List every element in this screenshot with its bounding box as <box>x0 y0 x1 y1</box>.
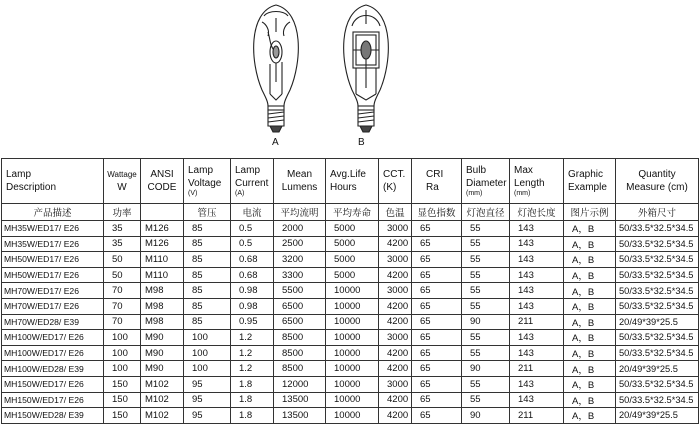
cell-current: 0.98 <box>231 283 274 299</box>
table-row <box>2 314 699 330</box>
cell-life-hours: 5000 <box>326 221 379 237</box>
cell-ansi-code: M90 <box>141 361 184 377</box>
col-header-length: Max Length (mm) <box>510 159 564 204</box>
cell-wattage: 35 <box>104 221 141 237</box>
cell-ansi-code: M110 <box>141 267 184 283</box>
cell-voltage: 85 <box>184 267 231 283</box>
cell-description: MH150W/ED17/ E26 <box>2 376 104 392</box>
cell-wattage: 70 <box>104 283 141 299</box>
cell-voltage: 100 <box>184 330 231 346</box>
cell-cri: 65 <box>412 221 462 237</box>
cell-ansi-code: M98 <box>141 314 184 330</box>
cell-cri: 65 <box>412 361 462 377</box>
cell-wattage: 70 <box>104 314 141 330</box>
cell-cri: 65 <box>412 330 462 346</box>
cell-voltage: 100 <box>184 361 231 377</box>
cn-header-cct: 色温 <box>379 204 412 221</box>
cell-description: MH35W/ED17/ E26 <box>2 236 104 252</box>
cell-carton-measure: 50/33.5*32.5*34.5 <box>616 236 699 252</box>
cell-carton-measure: 50/33.5*32.5*34.5 <box>616 330 699 346</box>
cell-lumens: 2500 <box>274 236 326 252</box>
cell-max-length: 143 <box>510 345 564 361</box>
cn-header-description: 产品描述 <box>2 204 104 221</box>
col-header-ansi: ANSI CODE <box>141 159 184 204</box>
cell-current: 1.2 <box>231 330 274 346</box>
cell-life-hours: 10000 <box>326 283 379 299</box>
cell-max-length: 143 <box>510 252 564 268</box>
cell-cct: 4200 <box>379 236 412 252</box>
col-header-graphic: Graphic Example <box>564 159 616 204</box>
cell-description: MH70W/ED17/ E26 <box>2 283 104 299</box>
cell-life-hours: 10000 <box>326 392 379 408</box>
cell-voltage: 100 <box>184 345 231 361</box>
cell-wattage: 50 <box>104 252 141 268</box>
cell-bulb-diameter: 55 <box>462 283 510 299</box>
cell-carton-measure: 20/49*39*25.5 <box>616 408 699 424</box>
col-header-wattage: Wattage W <box>104 159 141 204</box>
col-header-cri: CRI Ra <box>412 159 462 204</box>
cell-bulb-diameter: 90 <box>462 408 510 424</box>
cell-bulb-diameter: 55 <box>462 392 510 408</box>
cell-description: MH50W/ED17/ E26 <box>2 267 104 283</box>
cell-voltage: 85 <box>184 298 231 314</box>
cell-voltage: 95 <box>184 376 231 392</box>
cell-wattage: 150 <box>104 376 141 392</box>
cell-max-length: 143 <box>510 392 564 408</box>
figure-b-label: B <box>358 137 365 148</box>
col-header-bulb: Bulb Diameter (mm) <box>462 159 510 204</box>
cell-cct: 4200 <box>379 267 412 283</box>
cell-carton-measure: 50/33.5*32.5*34.5 <box>616 376 699 392</box>
cell-wattage: 70 <box>104 298 141 314</box>
cell-wattage: 100 <box>104 345 141 361</box>
cell-max-length: 143 <box>510 376 564 392</box>
cell-life-hours: 10000 <box>326 361 379 377</box>
cell-carton-measure: 50/33.5*32.5*34.5 <box>616 267 699 283</box>
cell-graphic-example: A，B <box>564 376 616 392</box>
cell-cri: 65 <box>412 236 462 252</box>
cell-cri: 65 <box>412 392 462 408</box>
cell-bulb-diameter: 55 <box>462 298 510 314</box>
cell-cri: 65 <box>412 345 462 361</box>
cn-header-lumens: 平均流明 <box>274 204 326 221</box>
cn-header-quantity: 外箱尺寸 <box>616 204 699 221</box>
cell-description: MH100W/ED17/ E26 <box>2 330 104 346</box>
cell-life-hours: 10000 <box>326 408 379 424</box>
table-row <box>2 345 699 361</box>
cell-current: 1.8 <box>231 376 274 392</box>
table-row <box>2 236 699 252</box>
cell-cri: 65 <box>412 283 462 299</box>
cell-max-length: 143 <box>510 298 564 314</box>
cell-carton-measure: 20/49*39*25.5 <box>616 361 699 377</box>
cell-current: 0.68 <box>231 252 274 268</box>
cn-header-voltage: 管压 <box>184 204 231 221</box>
cell-carton-measure: 50/33.5*32.5*34.5 <box>616 252 699 268</box>
cell-ansi-code: M126 <box>141 221 184 237</box>
col-header-cct: CCT. (K) <box>379 159 412 204</box>
cn-header-cri: 显色指数 <box>412 204 462 221</box>
header-row-chinese <box>2 204 699 221</box>
cell-bulb-diameter: 55 <box>462 376 510 392</box>
table-body <box>2 221 699 424</box>
cell-description: MH150W/ED17/ E26 <box>2 392 104 408</box>
cell-lumens: 8500 <box>274 345 326 361</box>
cell-current: 1.8 <box>231 408 274 424</box>
cell-current: 0.68 <box>231 267 274 283</box>
cell-current: 1.2 <box>231 361 274 377</box>
cell-cct: 4200 <box>379 298 412 314</box>
cell-current: 0.5 <box>231 236 274 252</box>
table-row <box>2 267 699 283</box>
cell-life-hours: 5000 <box>326 236 379 252</box>
cell-lumens: 8500 <box>274 330 326 346</box>
cell-current: 0.98 <box>231 298 274 314</box>
cell-cri: 65 <box>412 408 462 424</box>
table-row <box>2 330 699 346</box>
cell-carton-measure: 50/33.5*32.5*34.5 <box>616 392 699 408</box>
cell-graphic-example: A，B <box>564 408 616 424</box>
table-row <box>2 298 699 314</box>
cell-max-length: 143 <box>510 283 564 299</box>
cell-current: 0.5 <box>231 221 274 237</box>
cell-lumens: 6500 <box>274 314 326 330</box>
cell-graphic-example: A，B <box>564 298 616 314</box>
cell-life-hours: 10000 <box>326 330 379 346</box>
cell-wattage: 100 <box>104 330 141 346</box>
cell-graphic-example: A，B <box>564 252 616 268</box>
header-row <box>2 159 699 204</box>
cell-ansi-code: M90 <box>141 330 184 346</box>
cell-bulb-diameter: 55 <box>462 267 510 283</box>
cell-voltage: 85 <box>184 221 231 237</box>
cell-ansi-code: M126 <box>141 236 184 252</box>
table-row <box>2 408 699 424</box>
cell-description: MH100W/ED17/ E26 <box>2 345 104 361</box>
cell-graphic-example: A，B <box>564 314 616 330</box>
table-row <box>2 252 699 268</box>
cn-header-life: 平均寿命 <box>326 204 379 221</box>
cell-ansi-code: M110 <box>141 252 184 268</box>
col-header-lumens: Mean Lumens <box>274 159 326 204</box>
cell-ansi-code: M102 <box>141 392 184 408</box>
cell-lumens: 8500 <box>274 361 326 377</box>
cell-voltage: 95 <box>184 392 231 408</box>
cell-max-length: 143 <box>510 330 564 346</box>
lamp-b-illustration <box>316 2 416 134</box>
col-header-description: Lamp Description <box>2 159 104 204</box>
cell-max-length: 143 <box>510 267 564 283</box>
cell-description: MH100W/ED28/ E39 <box>2 361 104 377</box>
cell-cct: 4200 <box>379 314 412 330</box>
table-row <box>2 283 699 299</box>
cell-description: MH35W/ED17/ E26 <box>2 221 104 237</box>
cell-life-hours: 5000 <box>326 267 379 283</box>
cell-graphic-example: A，B <box>564 267 616 283</box>
cell-graphic-example: A，B <box>564 392 616 408</box>
cn-header-bulb: 灯泡直径 <box>462 204 510 221</box>
cell-graphic-example: A，B <box>564 221 616 237</box>
cell-cct: 4200 <box>379 408 412 424</box>
lamp-figures <box>0 0 700 158</box>
cell-cct: 3000 <box>379 330 412 346</box>
cell-cri: 65 <box>412 314 462 330</box>
cell-carton-measure: 20/49*39*25.5 <box>616 314 699 330</box>
cell-graphic-example: A，B <box>564 236 616 252</box>
cell-lumens: 2000 <box>274 221 326 237</box>
lamp-spec-table <box>1 158 699 424</box>
cell-life-hours: 5000 <box>326 252 379 268</box>
cell-carton-measure: 50/33.5*32.5*34.5 <box>616 221 699 237</box>
table-row <box>2 361 699 377</box>
cell-bulb-diameter: 55 <box>462 252 510 268</box>
cn-header-current: 电流 <box>231 204 274 221</box>
cell-graphic-example: A，B <box>564 330 616 346</box>
cell-graphic-example: A，B <box>564 361 616 377</box>
table-row <box>2 392 699 408</box>
cell-ansi-code: M98 <box>141 283 184 299</box>
cell-carton-measure: 50/33.5*32.5*34.5 <box>616 283 699 299</box>
cell-bulb-diameter: 55 <box>462 236 510 252</box>
cell-ansi-code: M98 <box>141 298 184 314</box>
cell-wattage: 100 <box>104 361 141 377</box>
cell-bulb-diameter: 55 <box>462 345 510 361</box>
cell-bulb-diameter: 55 <box>462 330 510 346</box>
cell-cri: 65 <box>412 252 462 268</box>
table-row <box>2 221 699 237</box>
cell-wattage: 35 <box>104 236 141 252</box>
cell-bulb-diameter: 90 <box>462 314 510 330</box>
cell-max-length: 211 <box>510 361 564 377</box>
cell-carton-measure: 50/33.5*32.5*34.5 <box>616 298 699 314</box>
cell-graphic-example: A，B <box>564 283 616 299</box>
cell-lumens: 3300 <box>274 267 326 283</box>
cell-voltage: 85 <box>184 283 231 299</box>
cell-cct: 3000 <box>379 252 412 268</box>
cell-ansi-code: M102 <box>141 408 184 424</box>
cell-lumens: 13500 <box>274 392 326 408</box>
cell-wattage: 150 <box>104 392 141 408</box>
cell-wattage: 50 <box>104 267 141 283</box>
col-header-current: Lamp Current (A) <box>231 159 274 204</box>
cell-current: 1.2 <box>231 345 274 361</box>
cell-cct: 3000 <box>379 376 412 392</box>
cell-life-hours: 10000 <box>326 298 379 314</box>
cn-header-graphic: 图片示例 <box>564 204 616 221</box>
cell-carton-measure: 50/33.5*32.5*34.5 <box>616 345 699 361</box>
cell-cri: 65 <box>412 298 462 314</box>
cell-voltage: 85 <box>184 314 231 330</box>
cell-lumens: 6500 <box>274 298 326 314</box>
cell-description: MH70W/ED17/ E26 <box>2 298 104 314</box>
col-header-life: Avg.Life Hours <box>326 159 379 204</box>
cell-max-length: 143 <box>510 236 564 252</box>
cell-description: MH50W/ED17/ E26 <box>2 252 104 268</box>
cell-lumens: 3200 <box>274 252 326 268</box>
cell-voltage: 85 <box>184 236 231 252</box>
cell-lumens: 5500 <box>274 283 326 299</box>
cell-ansi-code: M102 <box>141 376 184 392</box>
cell-max-length: 211 <box>510 314 564 330</box>
cell-life-hours: 10000 <box>326 345 379 361</box>
cell-voltage: 95 <box>184 408 231 424</box>
cell-bulb-diameter: 90 <box>462 361 510 377</box>
cell-lumens: 12000 <box>274 376 326 392</box>
col-header-quantity: Quantity Measure (cm) <box>616 159 699 204</box>
lamp-a-illustration <box>226 2 326 134</box>
cell-cri: 65 <box>412 267 462 283</box>
cell-ansi-code: M90 <box>141 345 184 361</box>
cn-header-wattage: 功率 <box>104 204 141 221</box>
figure-a-label: A <box>272 137 279 148</box>
cell-max-length: 143 <box>510 221 564 237</box>
cell-cct: 3000 <box>379 283 412 299</box>
cell-life-hours: 10000 <box>326 376 379 392</box>
cell-description: MH150W/ED28/ E39 <box>2 408 104 424</box>
cell-current: 0.95 <box>231 314 274 330</box>
cell-cct: 4200 <box>379 392 412 408</box>
col-header-voltage: Lamp Voltage (V) <box>184 159 231 204</box>
cell-graphic-example: A，B <box>564 345 616 361</box>
cell-cri: 65 <box>412 376 462 392</box>
cell-cct: 4200 <box>379 361 412 377</box>
cell-lumens: 13500 <box>274 408 326 424</box>
cell-cct: 3000 <box>379 221 412 237</box>
cell-max-length: 211 <box>510 408 564 424</box>
cell-bulb-diameter: 55 <box>462 221 510 237</box>
cell-cct: 4200 <box>379 345 412 361</box>
cell-description: MH70W/ED28/ E39 <box>2 314 104 330</box>
cn-header-ansi <box>141 204 184 221</box>
cell-current: 1.8 <box>231 392 274 408</box>
cell-life-hours: 10000 <box>326 314 379 330</box>
cell-voltage: 85 <box>184 252 231 268</box>
cell-wattage: 150 <box>104 408 141 424</box>
table-row <box>2 376 699 392</box>
cn-header-length: 灯泡长度 <box>510 204 564 221</box>
